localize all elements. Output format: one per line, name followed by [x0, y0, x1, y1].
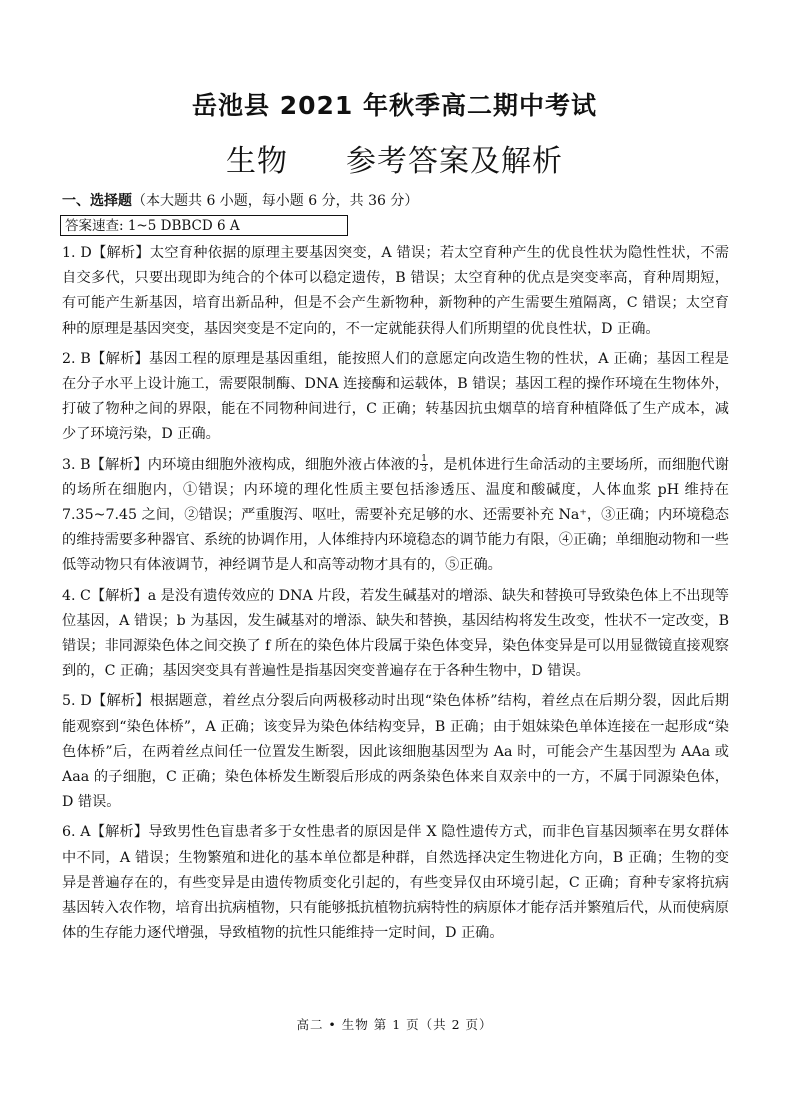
answer-summary-box: 答案速查: 1~5 DBBCD 6 A — [60, 215, 348, 236]
subject-label: 生物 — [226, 144, 288, 179]
question-3-text-start: 3. B【解析】内环境由细胞外液构成，细胞外液占体液的 — [62, 456, 420, 473]
fraction-numerator: 1 — [421, 454, 427, 465]
exam-title: 岳池县 2021 年秋季高二期中考试 — [192, 91, 597, 120]
section-title: 一、选择题 — [62, 193, 132, 209]
question-3-text-end: ，是机体进行生命活动的主要场所，而细胞代谢的场所在细胞内，①错误；内环境的理化性质主要包括渗透压、温度和酸碱度，人体血浆 pH 维持在 7.35~7.45 之间，②错误；严重腹泻、呕吐，需要补充足够的水、还需要补充 Na⁺，③正确；内环境稳态的维持需要多种器官、系统的协调作用，人体维持内环境稳态的调节能力有限，④正确；单细胞动物和一些低等动物只有体液调节，神经调节是人和高等动物才具有的，⑤正确。 — [62, 456, 729, 574]
fraction-one-third — [420, 455, 428, 474]
question-4-explanation: 4. C【解析】a 是没有遗传效应的 DNA 片段，若发生碱基对的增添、缺失和替换可导致染色体上不出现等位基因，A 错误；b 为基因，发生碱基对的增添、缺失和替换，基因结构将发生改变，性状不一定改变，B 错误；非同源染色体之间交换了 f 所在的染色体片段属于染色体变异，染色体变异是可以用显微镜直接观察到的，C 正确；基因突变具有普遍性是指基因突变普遍存在于各种生物中，D 错误。 — [62, 587, 729, 680]
fraction-denominator: 3 — [421, 464, 427, 475]
question-5-explanation: 5. D【解析】根据题意，着丝点分裂后向两极移动时出现“染色体桥”结构，着丝点在后期分裂，因此后期能观察到“染色体桥”，A 正确；该变异为染色体结构变异，B 正确；由于姐妹染色单体连接在一起形成“染色体桥”后，在两着丝点间任一位置发生断裂，因此该细胞基因型为 Aa 时，可能会产生基因型为 AAa 或 Aaa 的子细胞，C 正确；染色体桥发生断裂后形成的两条染色体来自双亲中的一方，不属于同源染色体，D 错误。 — [62, 693, 729, 811]
question-6-explanation: 6. A【解析】导致男性色盲患者多于女性患者的原因是伴 X 隐性遗传方式，而非色盲基因频率在男女群体中不同，A 错误；生物繁殖和进化的基本单位都是种群，自然选择决定生物进化方向，B 正确；生物的变异是普遍存在的，有些变异是由遗传物质变化引起的，有些变异仅由环境引起，C 正确；育种专家将抗病基因转入农作物，培育出抗病植物，只有能够抵抗植物抗病特性的病原体才能存活并繁殖后代，从而使病原体的生存能力逐代增强，导致植物的抗性只能维持一定时间，D 正确。 — [62, 824, 729, 942]
question-3-explanation — [62, 453, 729, 579]
answer-heading: 参考答案及解析 — [346, 144, 563, 179]
question-2-explanation: 2. B【解析】基因工程的原理是基因重组，能按照人们的意愿定向改造生物的性状，A 正确；基因工程是在分子水平上设计施工，需要限制酶、DNA 连接酶和运载体，B 错误；基因工程的操作环境在生物体外，打破了物种之间的界限，能在不同物种间进行，C 正确；转基因抗虫烟草的培育种植降低了生产成本，减少了环境污染，D 正确。 — [62, 350, 729, 443]
answer-explanations — [62, 241, 729, 951]
exam-subtitle — [0, 136, 789, 180]
question-1-explanation: 1. D【解析】太空育种依据的原理主要基因突变，A 错误；若太空育种产生的优良性状为隐性性状，不需自交多代，只要出现即为纯合的个体可以稳定遗传，B 错误；太空育种的优点是突变率高，育种周期短，有可能产生新基因，培育出新品种，但是不会产生新物种，新物种的产生需要生殖隔离，C 错误；太空育种的原理是基因突变，基因突变是不定向的，不一定就能获得人们所期望的优良性状，D 正确。 — [62, 245, 729, 337]
section-heading — [62, 190, 418, 210]
page-footer: 高二 • 生物 第 1 页（共 2 页） — [296, 1017, 493, 1032]
section-note: （本大题共 6 小题，每小题 6 分，共 36 分） — [132, 193, 419, 209]
